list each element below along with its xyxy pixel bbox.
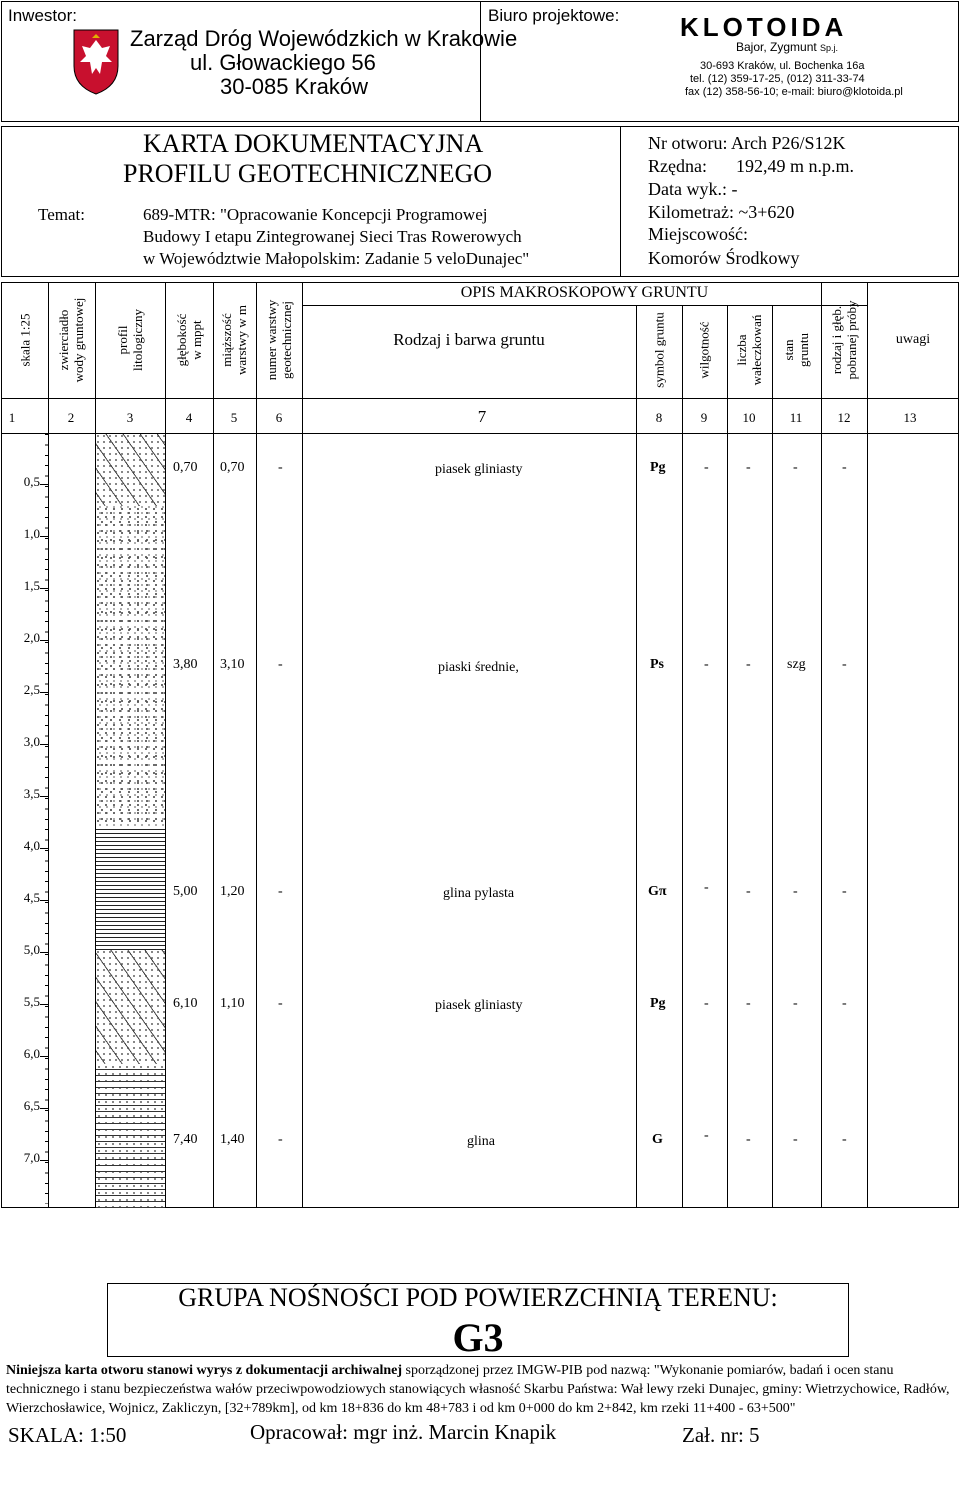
col-line xyxy=(165,282,166,1208)
footer-scale: SKALA: 1:50 xyxy=(8,1423,127,1447)
col-number: 11 xyxy=(789,410,803,425)
footer-zal: Zał. nr: 5 xyxy=(682,1423,760,1447)
col5-header xyxy=(219,305,249,375)
layer-state: szg xyxy=(787,657,806,672)
col4-header xyxy=(174,314,204,367)
layer-sample: - xyxy=(842,657,847,672)
col-number: 2 xyxy=(67,410,75,425)
layer-symbol: G xyxy=(652,1132,663,1147)
investor-line-2: ul. Głowackiego 56 xyxy=(190,50,376,75)
depth-label: 7,0 xyxy=(23,1150,40,1165)
rzedna-value: 192,49 m n.p.m. xyxy=(736,156,855,176)
col12-header xyxy=(829,300,859,379)
nr-value: Arch P26/S12K xyxy=(731,133,846,153)
depth-label: 1,0 xyxy=(23,526,40,541)
temat-line-1: 689-MTR: "Opracowanie Koncepcji Programowej xyxy=(143,205,488,224)
col-number: 4 xyxy=(185,410,193,425)
layer-number: - xyxy=(278,884,283,899)
col1-header: skala 1:25 xyxy=(17,313,33,367)
col2-header xyxy=(56,298,86,383)
data-label: Data wyk.: xyxy=(648,179,727,199)
layer-description: piaski średnie, xyxy=(438,660,519,675)
depth-label: 4,0 xyxy=(23,838,40,853)
depth-label: 6,5 xyxy=(23,1098,40,1113)
col5-header-b: warstwy w m xyxy=(234,304,249,376)
col10-header-a: liczba xyxy=(734,334,749,366)
col-line xyxy=(682,305,683,1208)
layer-symbol: Pg xyxy=(650,996,666,1011)
office-label: Biuro projektowe: xyxy=(488,6,620,25)
depth-label: 3,0 xyxy=(23,734,40,749)
layer-depth: 3,80 xyxy=(173,657,198,672)
data-value: - xyxy=(731,179,738,199)
layer-moisture: - xyxy=(704,460,709,475)
lithology-pg-2 xyxy=(96,950,165,1064)
col-line xyxy=(302,282,303,1208)
opis-line xyxy=(302,305,867,306)
depth-label: 1,5 xyxy=(23,578,40,593)
depth-label: 5,5 xyxy=(23,994,40,1009)
col5-header-a: miąższość xyxy=(219,313,234,367)
depth-minor-ticks xyxy=(45,434,48,1204)
col4-header-b: w mppt xyxy=(189,320,204,360)
borehole-nr xyxy=(648,133,846,154)
layer-rolls: - xyxy=(746,884,751,899)
col3-header xyxy=(115,309,145,371)
layer-rolls: - xyxy=(746,996,751,1011)
col-line xyxy=(821,282,822,1208)
col-line xyxy=(772,305,773,1208)
investor-line-1: Zarząd Dróg Wojewódzkich w Krakowie xyxy=(130,26,518,51)
layer-state: - xyxy=(793,460,798,475)
km-label: Kilometraż: xyxy=(648,202,734,222)
col-number: 10 xyxy=(742,410,756,425)
col8-header: symbol gruntu xyxy=(651,312,667,388)
layer-thickness: 1,20 xyxy=(220,884,245,899)
office-owner-suffix: Sp.j. xyxy=(820,43,839,53)
depth-label: 2,5 xyxy=(23,682,40,697)
km-value: ~3+620 xyxy=(738,202,795,222)
col2-header-b: wody gruntowej xyxy=(71,297,86,383)
layer-depth: 0,70 xyxy=(173,460,198,475)
col3-header-b: litologiczny xyxy=(130,308,145,372)
col11-header-b: gruntu xyxy=(796,333,811,367)
depth-label: 3,5 xyxy=(23,786,40,801)
col11-header xyxy=(781,333,811,367)
col6-header xyxy=(264,300,294,381)
layer-thickness: 0,70 xyxy=(220,460,245,475)
group-label: GRUPA NOŚNOŚCI POD POWIERZCHNIĄ TERENU: xyxy=(178,1283,778,1312)
layer-description: piasek gliniasty xyxy=(435,462,523,477)
depth-label: 2,0 xyxy=(23,630,40,645)
col12-header-b: pobranej próby xyxy=(844,300,859,380)
layer-rolls: - xyxy=(746,657,751,672)
depth-label: 4,5 xyxy=(23,890,40,905)
col-number: 3 xyxy=(126,410,134,425)
nr-label: Nr otworu: xyxy=(648,133,728,153)
col-line xyxy=(256,282,257,1208)
miejscowosc-label: Miejscowość: xyxy=(648,224,748,244)
layer-depth: 5,00 xyxy=(173,884,198,899)
opis-header: OPIS MAKROSKOPOWY GRUNTU xyxy=(460,284,709,301)
col-line xyxy=(867,282,868,1208)
investor-label: Inwestor: xyxy=(8,6,77,25)
col-number: 5 xyxy=(230,410,238,425)
layer-state: - xyxy=(793,1132,798,1147)
layer-symbol: Gπ xyxy=(648,884,667,899)
col9-header: wilgotność xyxy=(696,321,712,379)
title-line-2: PROFILU GEOTECHNICZNEGO xyxy=(123,159,493,188)
office-fax: fax (12) 358-56-10; e-mail: biuro@klotoida.pl xyxy=(685,86,903,98)
col3-header-a: profil xyxy=(115,325,130,355)
col4-header-a: głębokość xyxy=(174,313,189,367)
col-number: 12 xyxy=(837,410,851,425)
col-line xyxy=(48,282,49,1208)
layer-description: glina pylasta xyxy=(443,886,515,901)
archival-note xyxy=(6,1361,956,1418)
depth-label: 0,5 xyxy=(23,474,40,489)
footer-author: Opracował: mgr inż. Marcin Knapik xyxy=(250,1420,557,1444)
layer-sample: - xyxy=(842,460,847,475)
col-line xyxy=(636,305,637,1208)
col10-header xyxy=(734,315,764,386)
layer-depth: 6,10 xyxy=(173,996,198,1011)
layer-description: glina xyxy=(467,1134,495,1149)
archival-note-rest: sporządzonej przez IMGW-PIB pod nazwą: "Wykonanie pomiarów, badań i ocen stanu technicznego i stanu bezpieczeństwa wałów przeciwpowodziowych stanowiących własność Skarbu Państwa: Wał lewy rzeki Dunajec, gminy: Wietrzychowice, Radłów, Wierzchosławice, Wojnicz, Zakliczyn, [32+789km], od km 18+836 do km 48+783 i od km 0+000 do km 2+842, km rzeki 11+400 - 63+500" xyxy=(6,1363,950,1416)
layer-symbol: Pg xyxy=(650,460,666,475)
layer-number: - xyxy=(278,1132,283,1147)
layer-thickness: 1,10 xyxy=(220,996,245,1011)
borehole-date xyxy=(648,179,737,200)
col-number: 8 xyxy=(655,410,663,425)
col6-header-a: numer warstwy xyxy=(264,299,279,381)
header-divider xyxy=(480,1,481,122)
layer-moisture: - xyxy=(704,880,709,895)
col-number: 7 xyxy=(477,407,487,426)
layer-sample: - xyxy=(842,1132,847,1147)
office-owner-line xyxy=(736,40,838,54)
lithology-g xyxy=(96,1064,165,1208)
title-divider xyxy=(620,126,621,277)
layer-number: - xyxy=(278,996,283,1011)
col6-header-b: geotechnicznej xyxy=(279,301,294,379)
col-line xyxy=(727,305,728,1208)
layer-moisture: - xyxy=(704,657,709,672)
group-value: G3 xyxy=(452,1315,504,1360)
col-number: 6 xyxy=(275,410,283,425)
lithology-ps xyxy=(96,506,165,826)
layer-rolls: - xyxy=(746,1132,751,1147)
col2-header-a: zwierciadło xyxy=(56,309,71,371)
layer-number: - xyxy=(278,460,283,475)
lithology-pg-1 xyxy=(96,434,165,506)
layer-thickness: 3,10 xyxy=(220,657,245,672)
office-tel: tel. (12) 359-17-25, (012) 311-33-74 xyxy=(690,73,865,85)
layer-depth: 7,40 xyxy=(173,1132,198,1147)
title-line-1: KARTA DOKUMENTACYJNA xyxy=(143,129,484,158)
col-number: 1 xyxy=(8,410,16,425)
col11-header-a: stan xyxy=(781,339,796,361)
layer-moisture: - xyxy=(704,1128,709,1143)
archival-note-bold: Niniejsza karta otworu stanowi wyrys z dokumentacji archiwalnej xyxy=(6,1363,402,1378)
office-logo: KLOTOIDA xyxy=(680,12,848,42)
layer-moisture: - xyxy=(704,996,709,1011)
temat-line-3: w Województwie Małopolskim: Zadanie 5 veloDunajec" xyxy=(143,249,530,268)
col12-header-a: rodzaj i głęb. xyxy=(829,305,844,375)
coat-of-arms-icon xyxy=(70,26,122,96)
temat-label: Temat: xyxy=(38,205,85,224)
layer-state: - xyxy=(793,884,798,899)
col13-header: uwagi xyxy=(895,332,931,347)
investor-line-3: 30-085 Kraków xyxy=(220,74,368,99)
miejscowosc-value: Komorów Środkowy xyxy=(648,248,800,268)
layer-description: piasek gliniasty xyxy=(435,998,523,1013)
col-number: 13 xyxy=(903,410,917,425)
col-number: 9 xyxy=(700,410,708,425)
layer-sample: - xyxy=(842,996,847,1011)
depth-label: 5,0 xyxy=(23,942,40,957)
col7-header: Rodzaj i barwa gruntu xyxy=(393,330,545,349)
office-owner: Bajor, Zygmunt xyxy=(736,40,817,54)
borehole-km xyxy=(648,202,794,223)
col10-header-b: wałeczkowań xyxy=(749,314,764,386)
layer-thickness: 1,40 xyxy=(220,1132,245,1147)
header-row-line xyxy=(1,398,959,399)
rzedna-label: Rzędna: xyxy=(648,156,707,176)
lithology-gpi xyxy=(96,826,165,950)
layer-rolls: - xyxy=(746,460,751,475)
layer-number: - xyxy=(278,657,283,672)
layer-sample: - xyxy=(842,884,847,899)
layer-state: - xyxy=(793,996,798,1011)
depth-label: 6,0 xyxy=(23,1046,40,1061)
col-line xyxy=(213,282,214,1208)
layer-symbol: Ps xyxy=(650,657,664,672)
temat-line-2: Budowy I etapu Zintegrowanej Sieci Tras Rowerowych xyxy=(143,227,522,246)
office-address: 30-693 Kraków, ul. Bochenka 16a xyxy=(700,60,865,72)
